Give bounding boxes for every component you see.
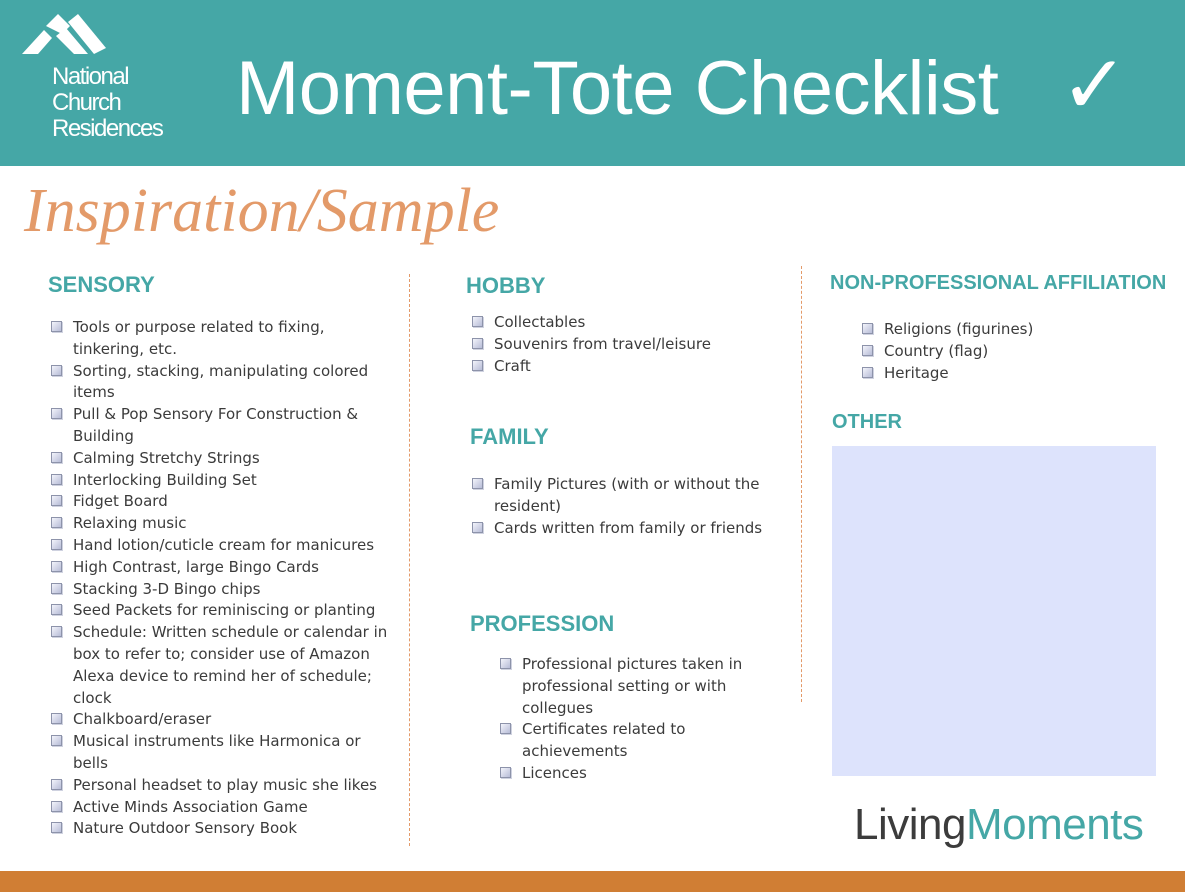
checklist-item — [862, 341, 1152, 363]
checklist-item-label: Country (flag) — [884, 341, 989, 360]
checkbox-icon[interactable] — [51, 583, 62, 594]
profession-checklist — [500, 654, 770, 785]
checklist-item-label: Heritage — [884, 363, 949, 382]
checklist-item-label: Collectables — [494, 313, 586, 331]
checkbox-icon[interactable] — [472, 360, 483, 371]
checklist-item — [51, 622, 391, 709]
logo-line-1: National — [52, 63, 129, 90]
checklist-item-label: Souvenirs from travel/leisure — [494, 334, 711, 353]
checklist-item — [472, 334, 772, 356]
checklist-item — [51, 797, 391, 819]
sensory-checklist — [51, 317, 391, 840]
checkbox-icon[interactable] — [51, 408, 62, 419]
checkbox-icon[interactable] — [862, 345, 873, 356]
checklist-item — [51, 491, 391, 513]
checklist-item-label: Calming Stretchy Strings — [73, 448, 260, 467]
checklist-item — [51, 731, 391, 775]
affiliation-checklist — [862, 319, 1152, 384]
page-title: Moment-Tote Checklist — [236, 46, 999, 131]
checklist-item-label: Relaxing music — [73, 514, 187, 533]
checklist-item-label: Sorting, stacking, manipulating colored items — [73, 361, 369, 402]
checklist-item-label: Fidget Board — [73, 492, 168, 511]
checklist-item-label: Certificates related to achievements — [522, 720, 686, 761]
checkbox-icon[interactable] — [51, 713, 62, 724]
checklist-item — [500, 763, 770, 785]
checklist-item-label: Active Minds Association Game — [73, 797, 308, 816]
checklist-item — [51, 557, 391, 579]
checklist-item-label: Personal headset to play music she likes — [73, 775, 377, 794]
column-divider-right — [801, 266, 802, 702]
logo-line-3: Residences — [52, 115, 163, 142]
checklist-item-label: Nature Outdoor Sensory Book — [73, 819, 298, 838]
checklist-item — [51, 448, 391, 470]
checkbox-icon[interactable] — [51, 517, 62, 528]
logo-line-2: Church — [52, 89, 121, 116]
checkbox-icon[interactable] — [51, 495, 62, 506]
checklist-item-label: Tools or purpose related to fixing, tinkering, etc. — [73, 318, 325, 358]
checkbox-icon[interactable] — [862, 367, 873, 378]
checkbox-icon[interactable] — [51, 539, 62, 550]
section-heading-sensory: SENSORY — [48, 272, 155, 297]
checklist-item-label: Schedule: Written schedule or calendar in box to refer to; consider use of Amazon Alexa device to remind her of schedule; clock — [73, 623, 388, 707]
hobby-checklist — [472, 312, 772, 377]
checkmark-icon: ✓ — [1060, 38, 1129, 133]
checkbox-icon[interactable] — [51, 801, 62, 812]
checklist-item-label: Craft — [494, 356, 531, 375]
footer-bar — [0, 871, 1185, 892]
checklist-item-label: Licences — [522, 763, 587, 782]
section-heading-hobby: HOBBY — [466, 273, 546, 298]
checklist-item-label: High Contrast, large Bingo Cards — [73, 557, 319, 576]
section-heading-family: FAMILY — [470, 424, 549, 449]
checklist-item — [51, 404, 391, 448]
checklist-item — [472, 474, 772, 518]
checkbox-icon[interactable] — [51, 474, 62, 485]
family-checklist — [472, 474, 772, 539]
checkbox-icon[interactable] — [472, 338, 483, 349]
checklist-item — [51, 317, 391, 361]
living-moments-logo — [854, 800, 1143, 850]
checklist-item — [472, 518, 772, 540]
checkbox-icon[interactable] — [500, 723, 511, 734]
checklist-item — [862, 363, 1152, 385]
checklist-item — [51, 361, 391, 405]
checklist-item — [51, 600, 391, 622]
checkbox-icon[interactable] — [51, 321, 62, 332]
column-divider-left — [409, 274, 410, 846]
checklist-item-label: Musical instruments like Harmonica or bells — [73, 732, 361, 772]
section-heading-profession: PROFESSION — [470, 611, 615, 636]
checklist-item-label: Cards written from family or friends — [494, 518, 763, 537]
checklist-item — [472, 356, 772, 378]
checklist-item — [51, 775, 391, 797]
checklist-item-label: Seed Packets for reminiscing or planting — [73, 601, 376, 620]
checklist-item-label: Family Pictures (with or without the resident) — [494, 475, 760, 515]
brand-part-living: Living — [854, 800, 966, 849]
section-heading-other: OTHER — [832, 411, 902, 433]
national-church-residences-logo — [20, 14, 190, 154]
logo-text — [52, 64, 162, 142]
checklist-item-label: Religions (figurines) — [884, 320, 1034, 338]
checklist-item — [862, 319, 1152, 341]
other-notes-area[interactable] — [832, 446, 1156, 776]
checkbox-icon[interactable] — [51, 779, 62, 790]
checklist-item — [51, 579, 391, 601]
checkbox-icon[interactable] — [472, 478, 483, 489]
checkbox-icon[interactable] — [51, 365, 62, 376]
checklist-item-label: Pull & Pop Sensory For Construction & Building — [73, 405, 359, 445]
checklist-item — [51, 818, 391, 840]
checkbox-icon[interactable] — [51, 626, 62, 637]
checklist-item-label: Professional pictures taken in professional setting or with collegues — [522, 655, 743, 717]
checkbox-icon[interactable] — [862, 323, 873, 334]
checklist-item — [472, 312, 772, 334]
page-subtitle: Inspiration/Sample — [24, 177, 500, 245]
checkbox-icon[interactable] — [51, 604, 62, 615]
checkbox-icon[interactable] — [51, 735, 62, 746]
checkbox-icon[interactable] — [500, 658, 511, 669]
checkbox-icon[interactable] — [51, 561, 62, 572]
checklist-item — [51, 470, 391, 492]
checkbox-icon[interactable] — [51, 452, 62, 463]
checkbox-icon[interactable] — [472, 316, 483, 327]
checklist-item — [51, 513, 391, 535]
checklist-item — [500, 719, 770, 763]
checklist-item — [51, 709, 391, 731]
checkbox-icon[interactable] — [500, 767, 511, 778]
checklist-item-label: Stacking 3-D Bingo chips — [73, 579, 261, 598]
checkbox-icon[interactable] — [472, 522, 483, 533]
checkbox-icon[interactable] — [51, 822, 62, 833]
checklist-item-label: Interlocking Building Set — [73, 470, 257, 489]
checklist-item-label: Hand lotion/cuticle cream for manicures — [73, 535, 375, 554]
section-heading-affiliation: NON-PROFESSIONAL AFFILIATION — [830, 272, 1167, 294]
brand-part-moments: Moments — [965, 800, 1144, 849]
checklist-item — [51, 535, 391, 557]
header-banner — [0, 0, 1185, 166]
checklist-item — [500, 654, 770, 719]
checklist-item-label: Chalkboard/eraser — [73, 710, 212, 729]
logo-mark-icon — [22, 14, 106, 58]
